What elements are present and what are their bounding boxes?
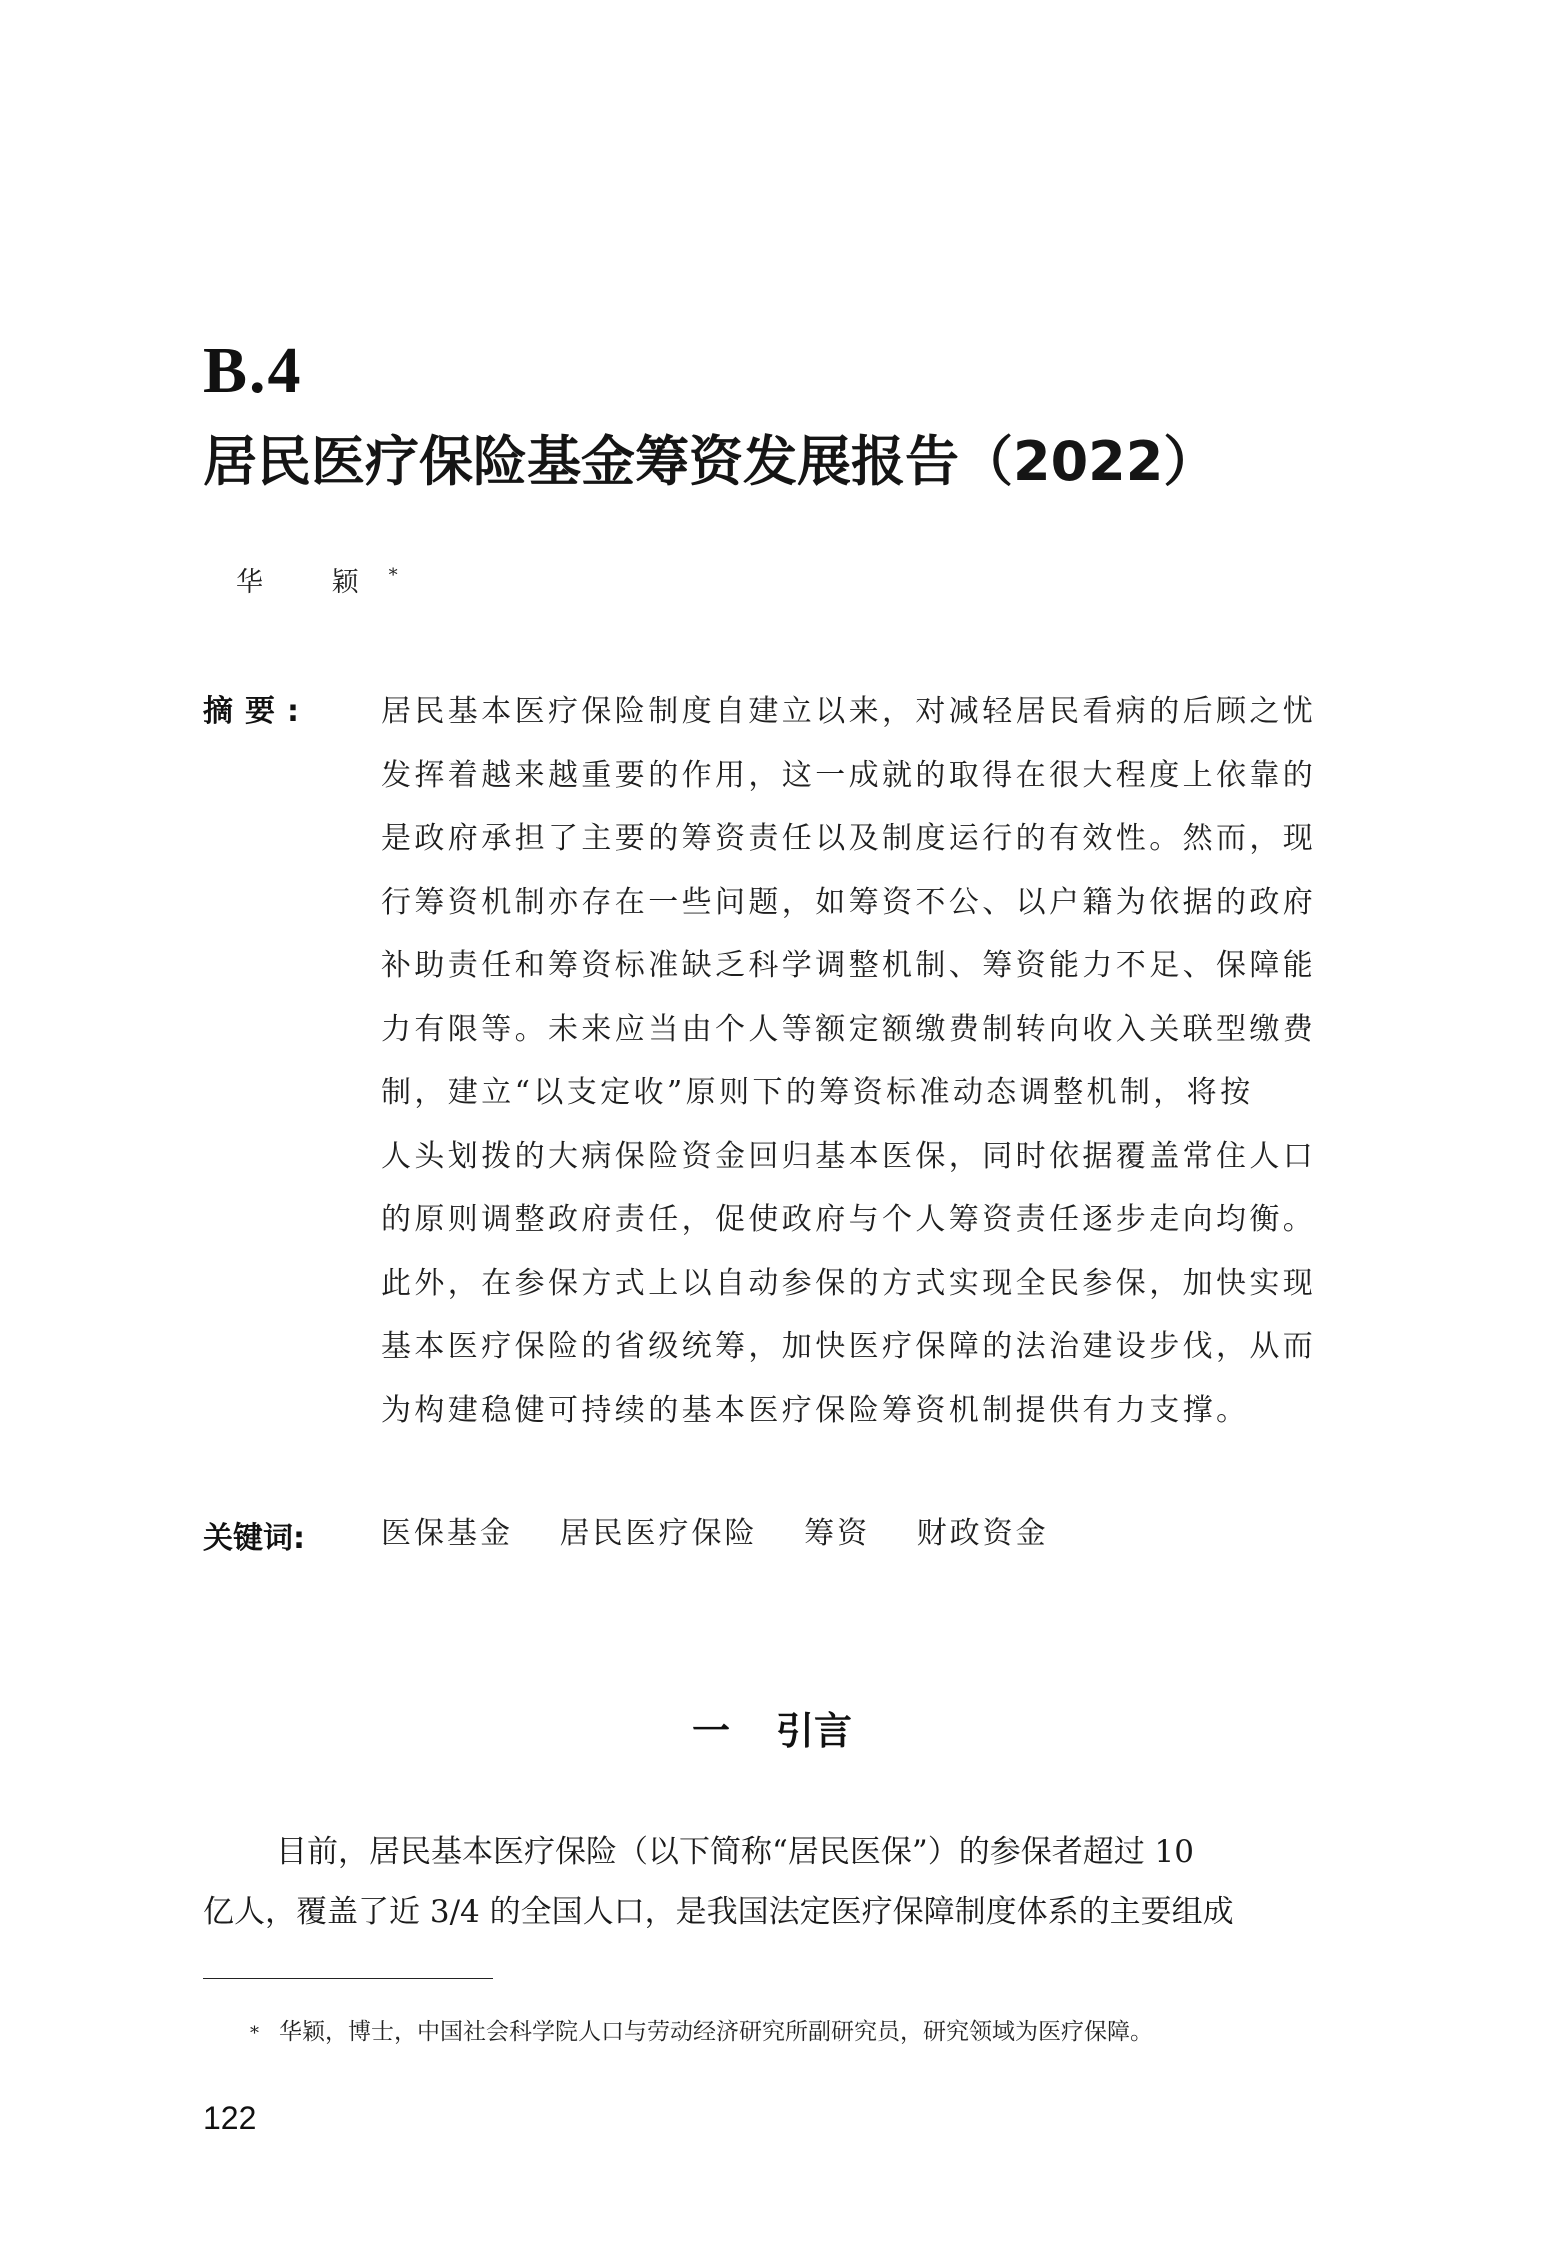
keyword-item: 居民医疗保险: [559, 1516, 758, 1551]
abstract-line: 人头划拨的大病保险资金回归基本医保，同时依据覆盖常住人口: [381, 1138, 1317, 1174]
keywords-label: 关键词:: [203, 1521, 305, 1556]
abstract-line: 补助责任和筹资标准缺乏科学调整机制、筹资能力不足、保障能: [381, 948, 1317, 983]
section-heading: [692, 1700, 852, 1755]
abstract-label: 摘要:: [203, 694, 311, 729]
abstract-line: 发挥着越来越重要的作用，这一成就的取得在很大程度上依靠的: [381, 757, 1317, 793]
page-number: 122: [203, 2100, 257, 2136]
abstract-line: 是政府承担了主要的筹资责任以及制度运行的有效性。然而，现: [381, 821, 1317, 856]
abstract-line: 行筹资机制亦存在一些问题，如筹资不公、以户籍为依据的政府: [381, 884, 1317, 920]
abstract-line: 为构建稳健可持续的基本医疗保险筹资机制提供有力支撑。: [381, 1392, 1250, 1428]
author-name: 华 颖: [236, 567, 389, 598]
chapter-title: 居民医疗保险基金筹资发展报告（2022）: [203, 430, 1218, 493]
keywords-list: [381, 1508, 1083, 1552]
author-footnote-mark: *: [388, 565, 398, 586]
keyword-item: 财政资金: [916, 1516, 1049, 1551]
body-line: 亿人，覆盖了近 3/4 的全国人口，是我国法定医疗保障制度体系的主要组成: [203, 1894, 1234, 1930]
chapter-number: .4: [249, 334, 303, 407]
keyword-item: 筹资: [804, 1516, 871, 1551]
footnote-text: 华颖，博士，中国社会科学院人口与劳动经济研究所副研究员，研究领域为医疗保障。: [279, 2019, 1153, 2045]
keyword-item: 医保基金: [381, 1516, 513, 1551]
author: [236, 560, 398, 599]
chapter-code: [203, 334, 303, 407]
abstract-body: [381, 680, 1361, 1442]
footnote: [250, 2013, 1153, 2046]
footnote-mark: *: [250, 2023, 259, 2044]
body-text: [203, 1822, 1363, 1942]
abstract-line: 力有限等。未来应当由个人等额定额缴费制转向收入关联型缴费: [381, 1011, 1317, 1047]
abstract-line: 基本医疗保险的省级统筹，加快医疗保障的法治建设步伐，从而: [381, 1329, 1317, 1364]
section-number: 一: [692, 1709, 731, 1753]
abstract-line: 此外，在参保方式上以自动参保的方式实现全民参保，加快实现: [381, 1265, 1317, 1301]
section-title: 引言: [776, 1709, 853, 1753]
body-line: 目前，居民基本医疗保险（以下简称“居民医保”）的参保者超过 10: [276, 1834, 1194, 1870]
chapter-prefix: B: [203, 334, 250, 407]
abstract-line: 居民基本医疗保险制度自建立以来，对减轻居民看病的后顾之忧: [381, 694, 1317, 729]
abstract-line: 制，建立“以支定收”原则下的筹资标准动态调整机制，将按: [381, 1075, 1254, 1110]
footnote-divider: [203, 1978, 493, 1979]
abstract-line: 的原则调整政府责任，促使政府与个人筹资责任逐步走向均衡。: [381, 1202, 1317, 1237]
